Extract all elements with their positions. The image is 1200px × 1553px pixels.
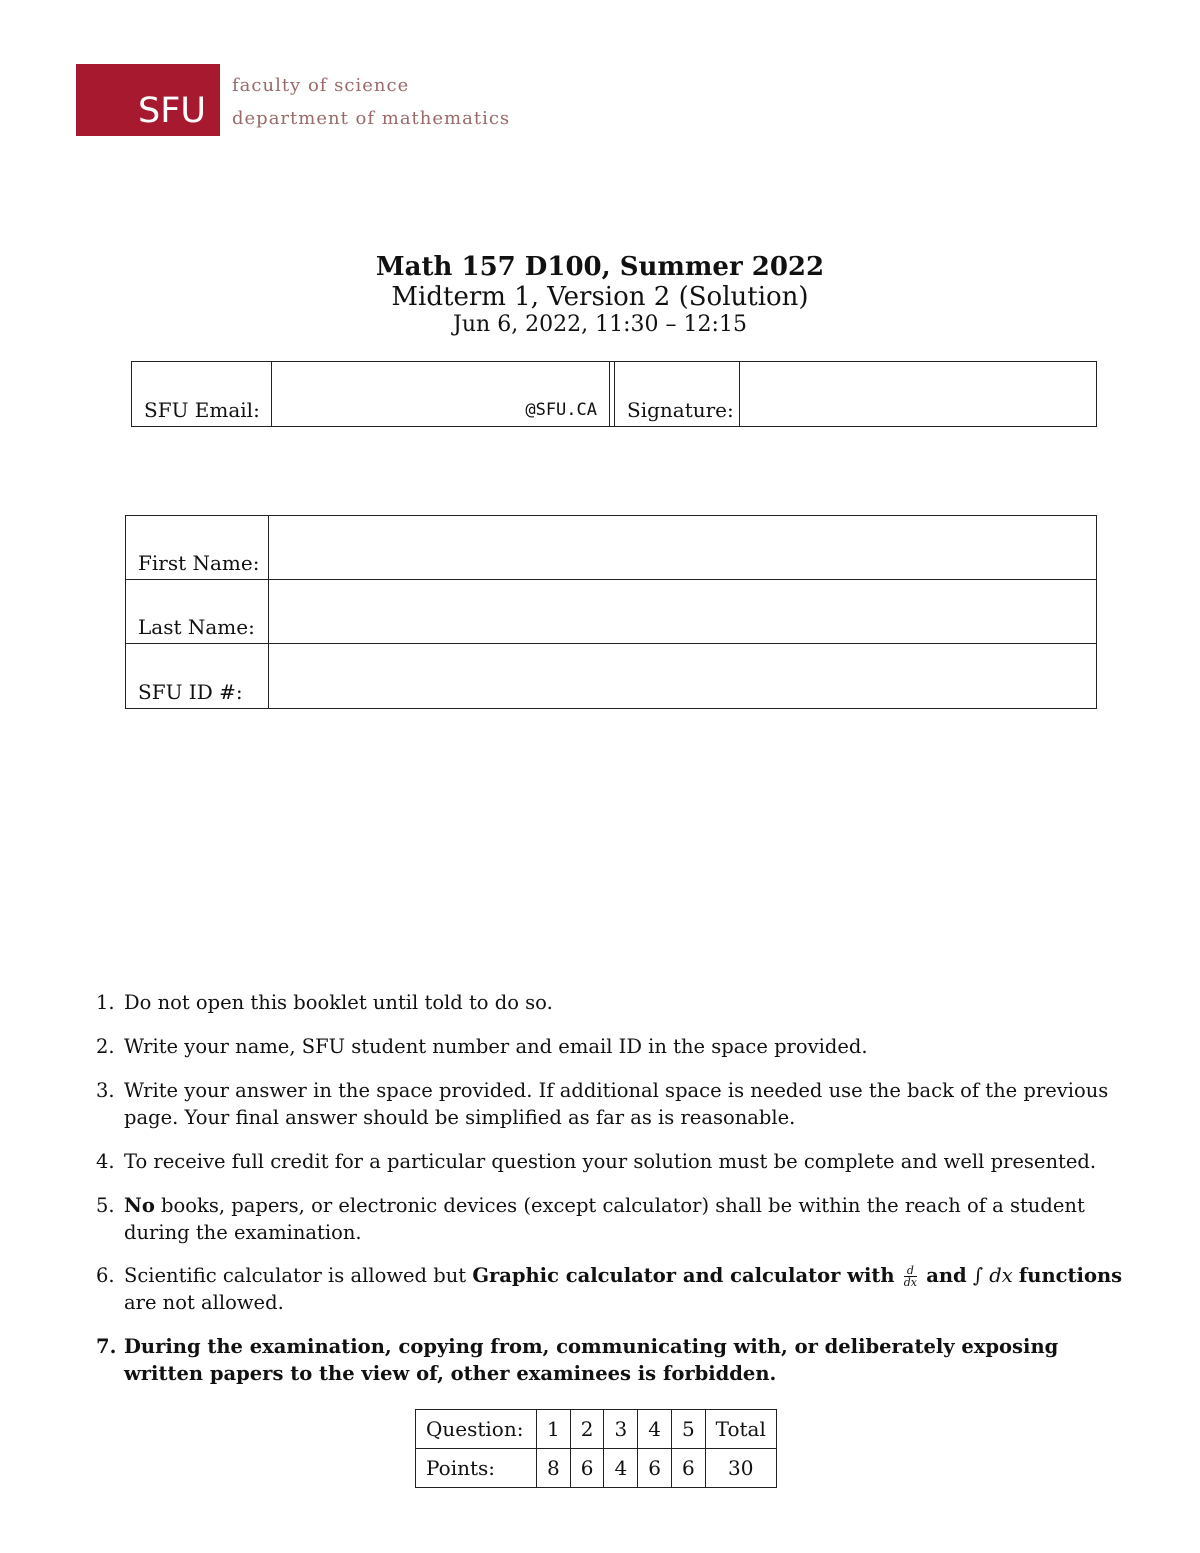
question-points: 8 <box>537 1449 571 1488</box>
sfu-id-label: SFU ID #: <box>138 680 243 704</box>
question-row <box>416 1410 777 1449</box>
signature-field[interactable] <box>740 362 1096 426</box>
instruction-item: 1. Do not open this booklet until told to do so. <box>96 991 553 1014</box>
email-label: SFU Email: <box>144 398 260 422</box>
points-row <box>416 1449 777 1488</box>
exam-subtitle: Midterm 1, Version 2 (Solution) <box>391 282 809 312</box>
question-number: 2 <box>570 1410 604 1449</box>
first-name-field[interactable] <box>269 516 1096 579</box>
instruction-item: 7. During the examination, copying from, communicating with, or deliberately exposing written papers to the view of, other examinees is forbidden. <box>96 1335 1059 1385</box>
question-label: Question: <box>416 1410 537 1449</box>
points-label: Points: <box>416 1449 537 1488</box>
last-name-row <box>126 580 1096 644</box>
instruction-item: 6. Scientific calculator is allowed but Graphic calculator and calculator with $\frac{d}{dx}$ and ∫ dx functions are not allowed. <box>96 1264 1123 1314</box>
total-label: Total <box>705 1410 776 1449</box>
instruction-item: 3. Write your answer in the space provided. If additional space is needed use the back of the previous page. Your final answer should be simplified as far as is reasonable. <box>96 1079 1109 1129</box>
logo-faculty: faculty of science <box>232 75 410 96</box>
sfu-id-field[interactable] <box>269 644 1096 708</box>
email-signature-table <box>131 361 1097 427</box>
question-points: 6 <box>638 1449 672 1488</box>
question-points: 4 <box>604 1449 638 1488</box>
question-number: 5 <box>671 1410 705 1449</box>
signature-label-cell <box>614 362 740 426</box>
instruction-item: 4. To receive full credit for a particular question your solution must be complete and well presented. <box>96 1150 1097 1173</box>
last-name-label: Last Name: <box>138 615 255 639</box>
last-name-field[interactable] <box>269 580 1096 643</box>
first-name-label: First Name: <box>138 551 260 575</box>
derivative-fraction: $\frac{d}{dx}$ <box>903 1264 917 1289</box>
logo-brand: SFU <box>138 91 206 131</box>
question-number: 3 <box>604 1410 638 1449</box>
exam-title: Math 157 D100, Summer 2022 <box>375 252 825 282</box>
first-name-row <box>126 516 1096 580</box>
logo-department: department of mathematics <box>232 108 511 129</box>
email-field[interactable] <box>272 362 610 426</box>
email-label-cell <box>132 362 272 426</box>
sfu-id-row <box>126 644 1096 708</box>
name-table <box>125 515 1097 709</box>
total-points: 30 <box>705 1449 776 1488</box>
question-number: 4 <box>638 1410 672 1449</box>
email-suffix: @SFU.CA <box>525 400 597 420</box>
question-points: 6 <box>671 1449 705 1488</box>
exam-date: Jun 6, 2022, 11:30 – 12:15 <box>453 312 747 337</box>
integral-symbol: ∫ dx <box>972 1264 1013 1287</box>
question-number: 1 <box>537 1410 571 1449</box>
instruction-item: 5. No books, papers, or electronic devices (except calculator) shall be within the reach of a student during the examination. <box>96 1194 1085 1244</box>
signature-label: Signature: <box>627 398 734 422</box>
instruction-item: 2. Write your name, SFU student number and email ID in the space provided. <box>96 1035 868 1058</box>
sfu-logo <box>76 64 220 136</box>
question-points: 6 <box>570 1449 604 1488</box>
points-table <box>415 1409 777 1488</box>
